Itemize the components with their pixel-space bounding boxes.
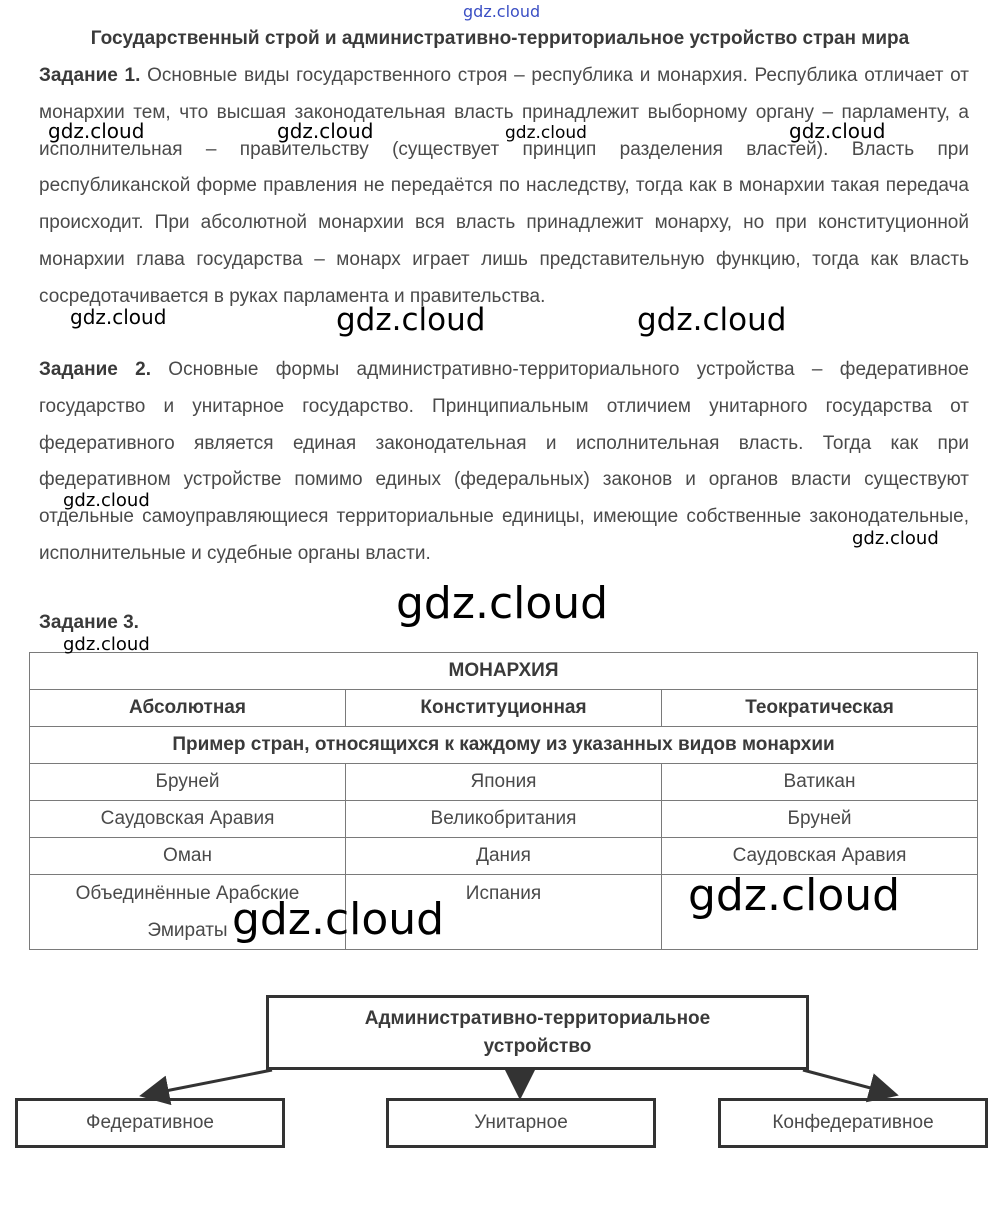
watermark: gdz.cloud: [463, 2, 541, 21]
watermark: gdz.cloud: [505, 123, 587, 143]
watermark: gdz.cloud: [70, 305, 167, 329]
diagram-child-label: Унитарное: [474, 1112, 568, 1133]
column-header: Конституционная: [346, 690, 662, 727]
watermark: gdz.cloud: [396, 578, 609, 629]
watermark: gdz.cloud: [277, 119, 374, 143]
task1-label: Задание 1.: [39, 65, 141, 86]
task2-label: Задание 2.: [39, 359, 151, 380]
watermark: gdz.cloud: [852, 528, 939, 549]
watermark: gdz.cloud: [336, 302, 486, 338]
table-row: [30, 838, 978, 875]
table-cell: Объединённые Арабские Эмираты: [30, 875, 346, 950]
watermark: gdz.cloud: [789, 119, 886, 143]
task2-paragraph: [39, 352, 969, 573]
table-cell: Бруней: [662, 801, 978, 838]
arrow-right: [803, 1070, 893, 1094]
watermark: gdz.cloud: [63, 490, 150, 511]
watermark: gdz.cloud: [637, 302, 787, 338]
table-cell: Великобритания: [346, 801, 662, 838]
diagram-child-label: Конфедеративное: [772, 1112, 934, 1133]
task1-paragraph: [39, 58, 969, 316]
table-cell: Саудовская Аравия: [662, 838, 978, 875]
diagram-root-label: Административно-территориальное устройство: [364, 1007, 711, 1057]
task3-label: Задание 3.: [39, 612, 139, 633]
table-cell: Саудовская Аравия: [30, 801, 346, 838]
structure-diagram: [0, 990, 1000, 1160]
table-row: [30, 764, 978, 801]
task2-text: Основные формы административно-территориального устройства – федеративное государство и унитарное государство. Принципиальным отличием унитарного государства от федеративного является единая законодательная и исполнительная власть. Тогда как при федеративном устройстве помимо единых (федеральных) законов и органов власти существуют отдельные самоуправляющиеся территориальные единицы, имеющие собственные законодательные, исполнительные и судебные органы власти.: [39, 359, 969, 564]
table-cell: Испания: [346, 875, 662, 950]
diagram-child-box: [386, 1098, 656, 1148]
watermark: gdz.cloud: [48, 119, 145, 143]
table-row: [30, 801, 978, 838]
diagram-child-box: [15, 1098, 285, 1148]
page-title: Государственный строй и административно-территориальное устройство стран мира: [90, 28, 910, 49]
table-cell: Оман: [30, 838, 346, 875]
table-cell: Ватикан: [662, 764, 978, 801]
column-header: Теократическая: [662, 690, 978, 727]
diagram-child-box: [718, 1098, 988, 1148]
table-cell: Дания: [346, 838, 662, 875]
watermark: gdz.cloud: [688, 870, 901, 921]
watermark: gdz.cloud: [63, 634, 150, 655]
column-header: Абсолютная: [30, 690, 346, 727]
table-cell: Бруней: [30, 764, 346, 801]
arrow-left: [145, 1070, 272, 1095]
table-subheader: Пример стран, относящихся к каждому из указанных видов монархии: [30, 727, 978, 764]
table-cell: Япония: [346, 764, 662, 801]
task1-text: Основные виды государственного строя – республика и монархия. Республика отличает от монархии тем, что высшая законодательная власть принадлежит выборному органу – парламенту, а исполнительная – правительству (существует принцип разделения властей). Власть при республиканской форме правления не передаётся по наследству, тогда как в монархии такая передача происходит. При абсолютной монархии вся власть принадлежит монарху, но при конституционной монархии глава государства – монарх играет лишь представительную функцию, тогда как власть сосредотачивается в руках парламента и правительства.: [39, 65, 970, 307]
diagram-child-label: Федеративное: [86, 1112, 214, 1133]
watermark: gdz.cloud: [232, 894, 445, 945]
table-title: МОНАРХИЯ: [30, 653, 978, 690]
diagram-root-box: [266, 995, 809, 1070]
